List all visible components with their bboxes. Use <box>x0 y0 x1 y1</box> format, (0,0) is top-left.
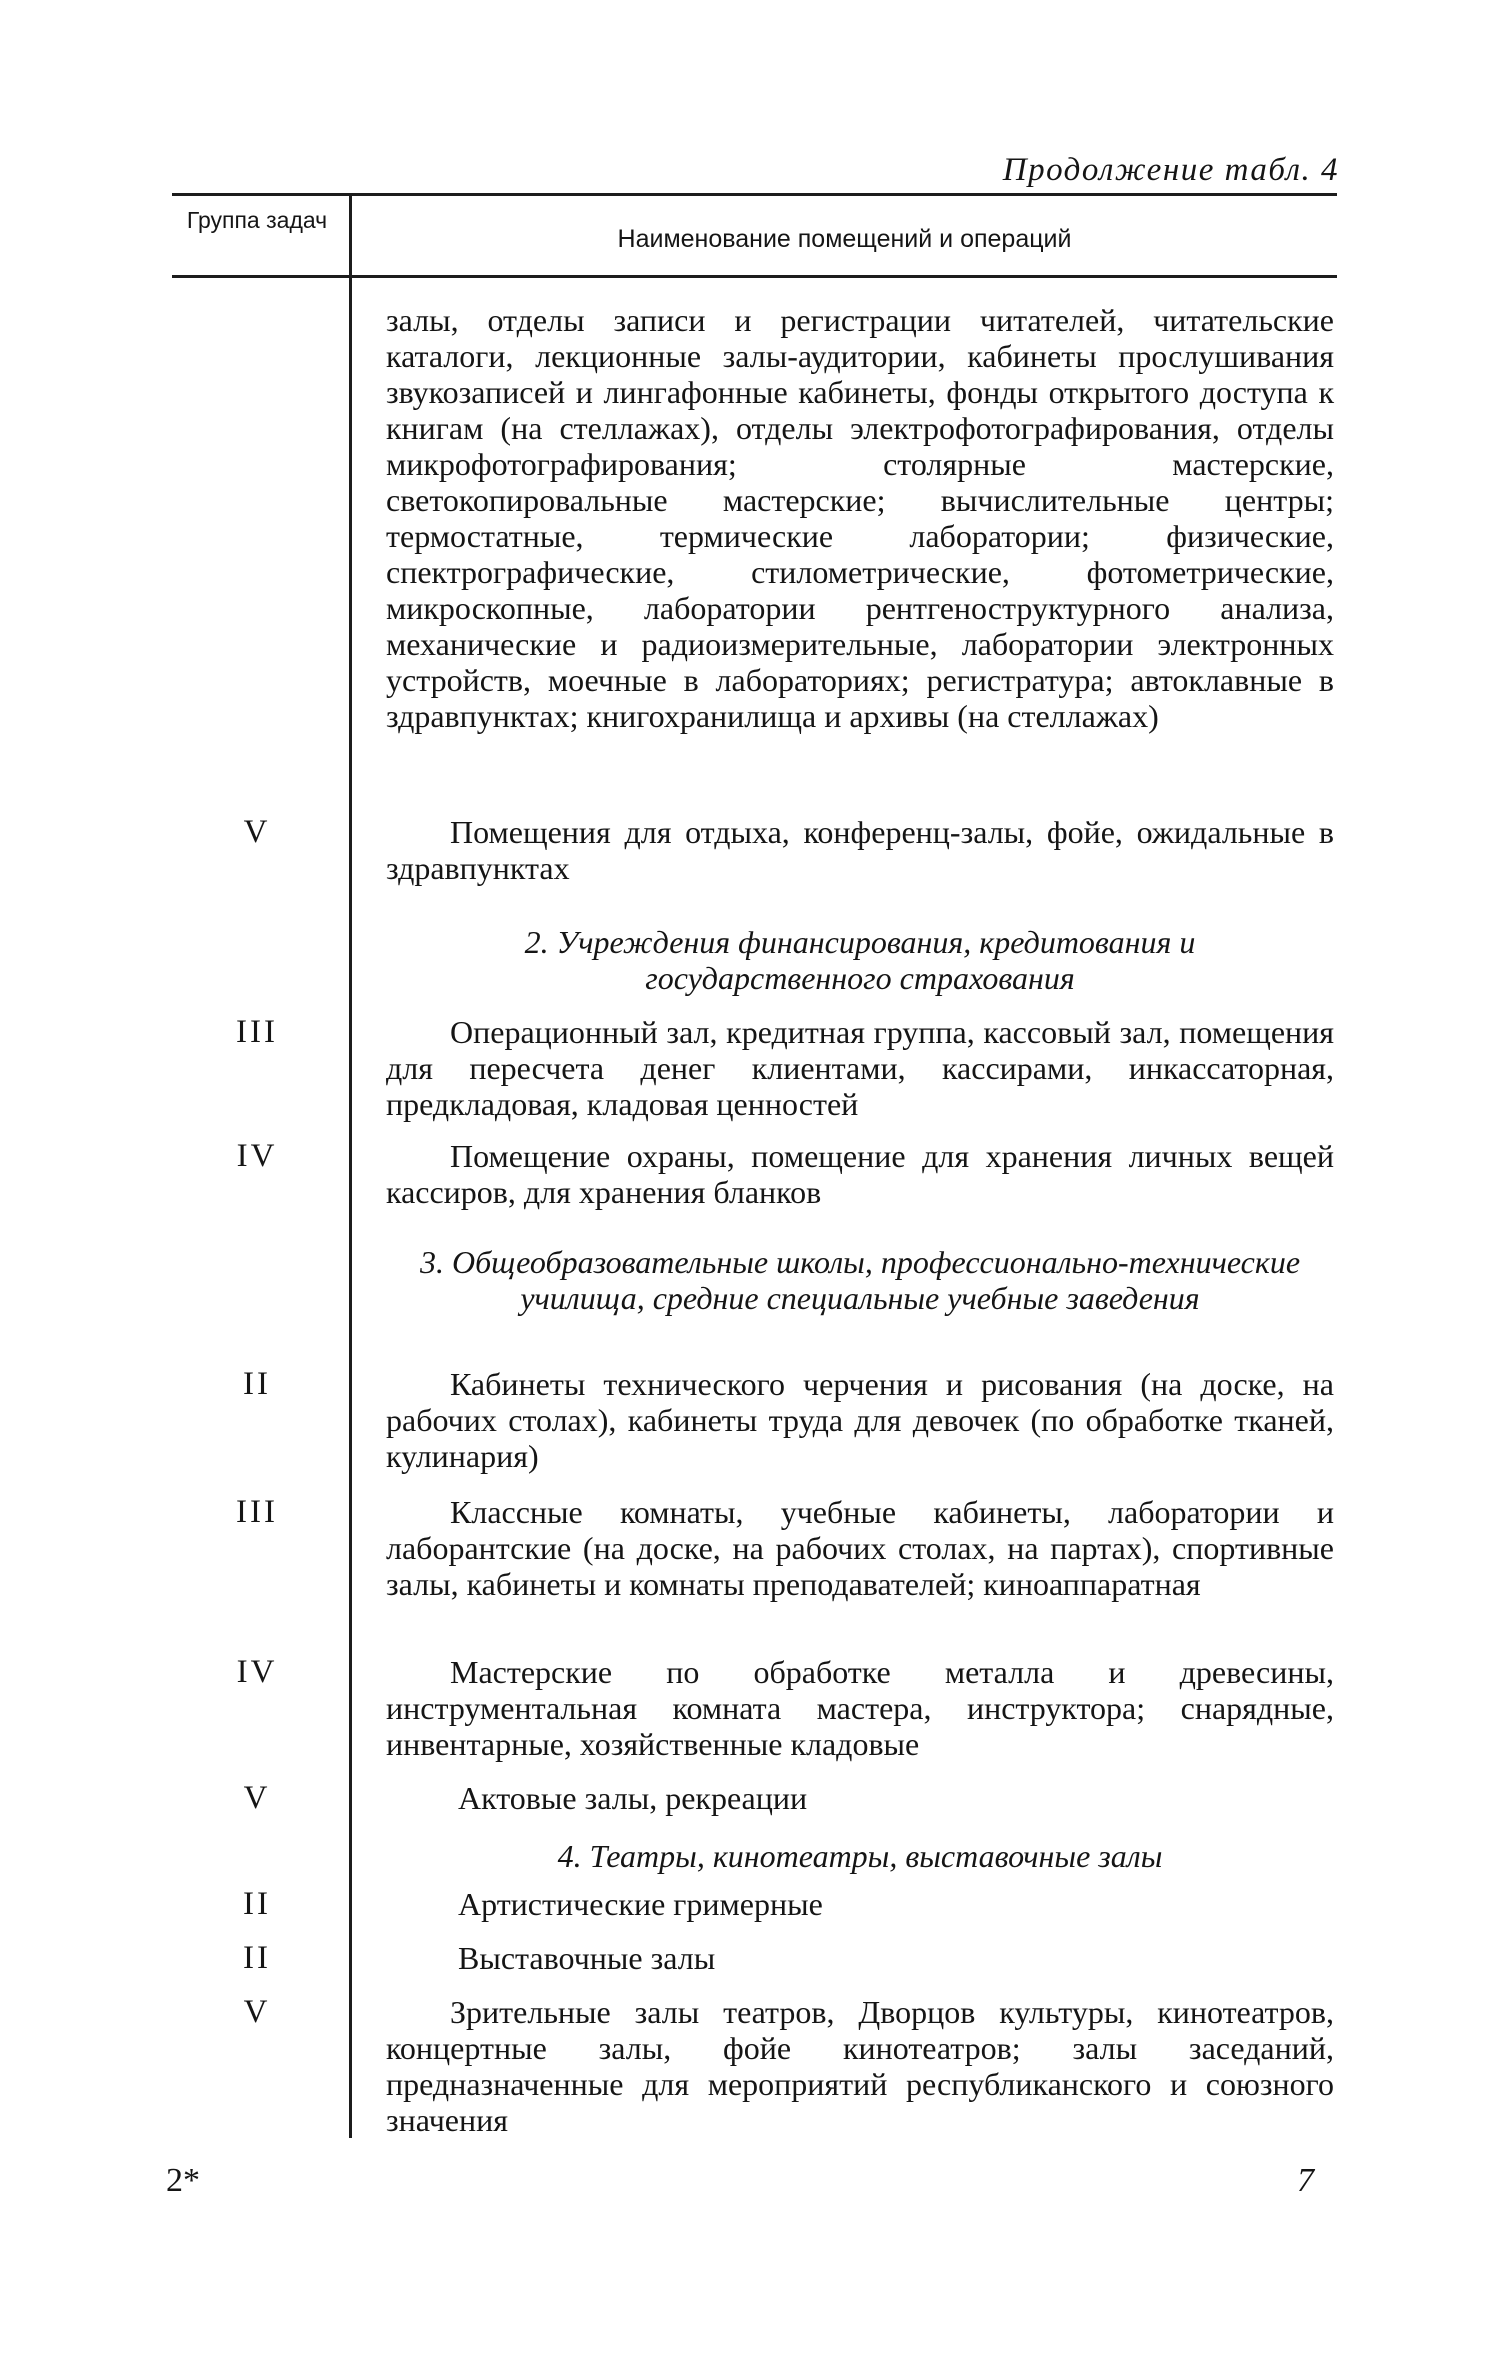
table-row-group: V <box>243 1994 271 2030</box>
table-row-text: Зрительные залы театров, Дворцов культуры, кинотеатров, концертные залы, фойе кинотеатров; залы заседаний, предназначенные для мероприятий республиканского и союзного значения <box>386 1994 1334 2138</box>
table-row-text: Помещение охраны, помещение для хранения личных вещей кассиров, для хранения бланков <box>386 1138 1334 1210</box>
table-row-group: III <box>236 1014 278 1050</box>
table-row-text: Классные комнаты, учебные кабинеты, лаборатории и лаборантские (на доске, на рабочих столах, на партах), спортивные залы, кабинеты и комнаты преподавателей; киноаппаратная <box>386 1494 1334 1602</box>
signature-mark: 2* <box>166 2162 200 2199</box>
table-row-text: Мастерские по обработке металла и древесины, инструментальная комната мастера, инструктора; снарядные, инвентарные, хозяйственные кладовые <box>386 1654 1334 1762</box>
table-row-group: IV <box>236 1654 278 1690</box>
table-row-group: III <box>236 1494 278 1530</box>
table-row-text: залы, отделы записи и регистрации читателей, читательские каталоги, лекционные залы-аудитории, кабинеты прослушивания звукозаписей и лингафонные кабинеты, фонды открытого доступа к книгам (на стеллажах), отделы электрофотографирования, отделы микрофотографирования; столярные мастерские, светокопировальные мастерские; вычислительные центры; термостатные, термические лаборатории; физические, спектрографические, стилометрические, фотометрические, микроскопные, лаборатории рентгеноструктурного анализа, механические и радиоизмерительные, лаборатории электронных устройств, моечные в лабораториях; регистратура; автоклавные в здравпунктах; книгохранилища и архивы (на стеллажах) <box>386 302 1334 734</box>
header-top-rule <box>172 193 1337 196</box>
table-row-group: II <box>243 1366 271 1402</box>
section-heading: 3. Общеобразовательные школы, профессионально-технические училища, средние специальные учебные заведения <box>419 1244 1301 1316</box>
table-row-group: II <box>243 1940 271 1976</box>
header-bottom-rule <box>172 275 1337 278</box>
table-row-group: V <box>243 814 271 850</box>
table-row-text: Кабинеты технического черчения и рисования (на доске, на рабочих столах), кабинеты труда для девочек (по обработке тканей, кулинария) <box>386 1366 1334 1474</box>
table-row-group: II <box>243 1886 271 1922</box>
table-row-text: Операционный зал, кредитная группа, кассовый зал, помещения для пересчета денег клиентами, кассирами, инкассаторная, предкладовая, кладовая ценностей <box>386 1014 1334 1122</box>
table-row-text: Актовые залы, рекреации <box>458 1780 808 1816</box>
column-header-group: Группа задач <box>186 207 328 233</box>
table-row-group: V <box>243 1780 271 1816</box>
column-header-name: Наименование помещений и операций <box>617 225 1072 253</box>
section-heading: 4. Театры, кинотеатры, выставочные залы <box>557 1838 1163 1874</box>
section-heading: 2. Учреждения финансирования, кредитования и государственного страхования <box>524 924 1196 996</box>
table-row-text: Помещения для отдыха, конференц-залы, фойе, ожидальные в здравпунктах <box>386 814 1334 886</box>
column-divider <box>349 278 352 2138</box>
table-caption: Продолжение табл. 4 <box>1002 152 1339 188</box>
table-row-text: Выставочные залы <box>458 1940 716 1976</box>
table-row-text: Артистические гримерные <box>458 1886 823 1922</box>
table-row-group: IV <box>236 1138 278 1174</box>
page-number: 7 <box>1297 2162 1314 2199</box>
